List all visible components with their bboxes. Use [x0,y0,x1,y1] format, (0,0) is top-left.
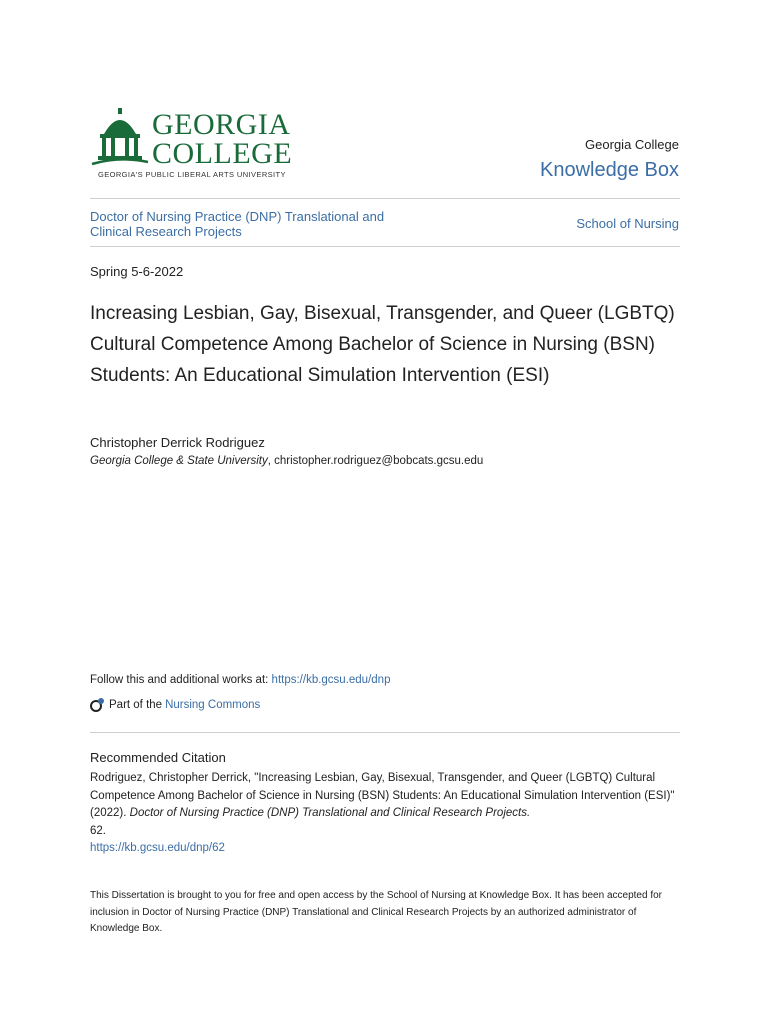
access-statement: This Dissertation is brought to you for free and open access by the School of Nursing at Knowledge Box. It has been accepted for inclusion in Doctor of Nursing Practice (DNP) Translational and Clinical Research Projects by an authorized administrator of Knowledge Box. [90,890,662,934]
network-commons-icon [90,697,106,713]
nursing-commons-link[interactable]: Nursing Commons [165,699,261,711]
divider [90,732,680,733]
follow-text: Follow this and additional works at: [90,674,272,686]
citation-series: Doctor of Nursing Practice (DNP) Translational and Clinical Research Projects. [129,807,531,819]
affiliation-name: Georgia College & State University [90,455,268,467]
divider [90,198,680,199]
logo-tagline: GEORGIA'S PUBLIC LIBERAL ARTS UNIVERSITY [98,170,286,179]
cupola-emblem-icon [90,106,150,168]
citation-text: Rodriguez, Christopher Derrick, "Increasing Lesbian, Gay, Bisexual, Transgender, and Queer (LGBTQ) Cultural Competence Among Bachelor of Science in Nursing (BSN) Students: An Educational Simulation Intervention (ESI)" (2022). [90,772,675,819]
follow-line [90,674,390,686]
citation-block [90,770,682,858]
repository-institution: Georgia College [585,137,679,152]
document-title: Increasing Lesbian, Gay, Bisexual, Transgender, and Queer (LGBTQ) Cultural Competence Among Bachelor of Science in Nursing (BSN) Students: An Educational Simulation Intervention (ESI) [90,303,675,386]
publication-date: Spring 5-6-2022 [90,264,184,279]
author-email: , christopher.rodriguez@bobcats.gcsu.edu [267,455,484,467]
part-of-text: Part of the [109,699,163,711]
part-of-line [90,697,260,713]
author-name: Christopher Derrick Rodriguez [90,435,265,450]
department-link[interactable]: School of Nursing [576,216,679,231]
citation-number: 62. [90,824,106,837]
series-link[interactable]: Doctor of Nursing Practice (DNP) Translational and Clinical Research Projects [90,209,385,239]
follow-url-link[interactable]: https://kb.gcsu.edu/dnp [271,674,391,686]
author-affiliation [90,455,483,467]
logo-wordmark: GEORGIA COLLEGE [152,108,293,170]
georgia-college-logo [90,106,300,182]
citation-heading: Recommended Citation [90,750,226,765]
divider [90,246,680,247]
repository-name-link[interactable]: Knowledge Box [540,159,679,181]
citation-url-link[interactable]: https://kb.gcsu.edu/dnp/62 [90,842,225,854]
